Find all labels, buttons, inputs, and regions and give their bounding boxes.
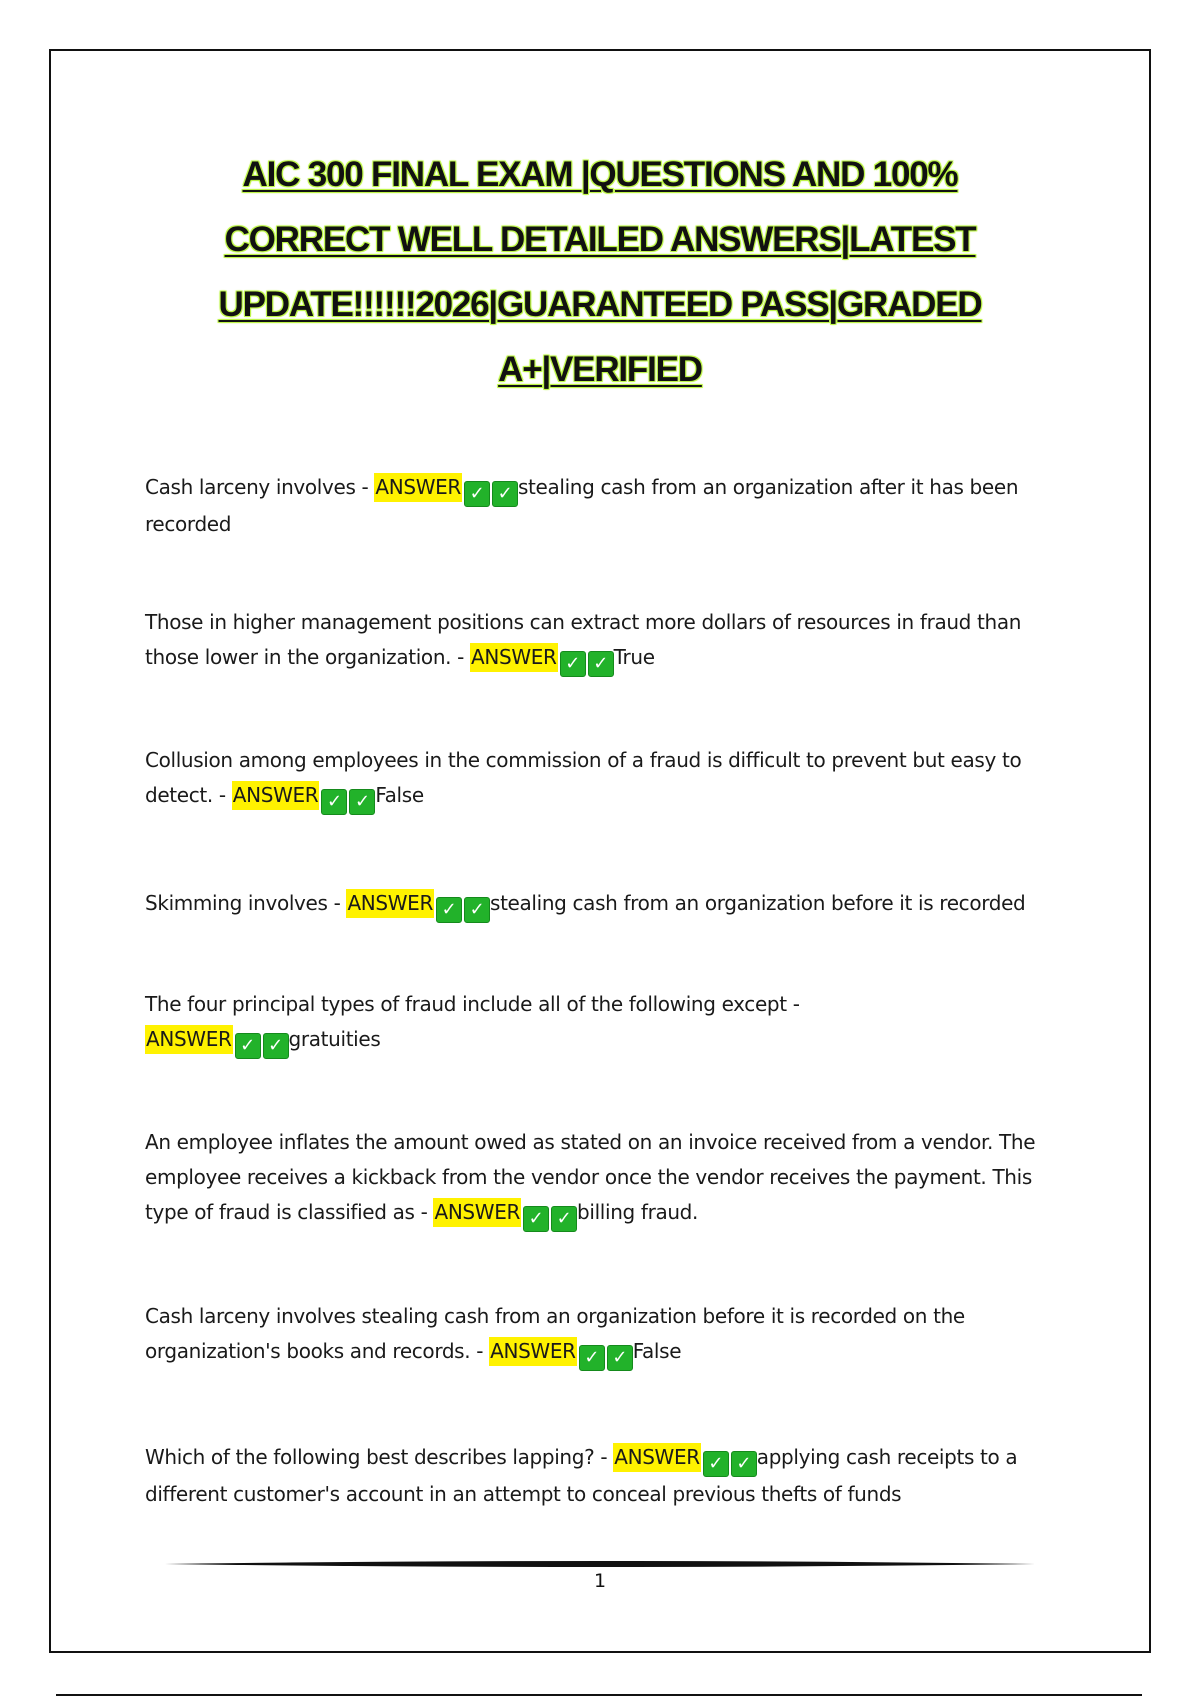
answer-label: ANSWER: [613, 1443, 701, 1472]
question-text: The four principal types of fraud include all of the following except -: [145, 992, 800, 1016]
question-text: An employee inflates the amount owed as stated on an invoice received from a vendor. The employee receives a kickback from the vendor once the vendor receives the payment. This type of fraud is classified as -: [145, 1130, 1036, 1224]
answer-label: ANSWER: [433, 1198, 521, 1227]
green-checkmark-icon: ✓: [235, 1033, 261, 1059]
answer-text: stealing cash from an organization before it is recorded: [490, 891, 1026, 915]
qa-item: [145, 1440, 1060, 1512]
answer-label: ANSWER: [374, 473, 462, 502]
answer-label: ANSWER: [346, 889, 434, 918]
question-text: Cash larceny involves stealing cash from an organization before it is recorded on the organization's books and records. -: [145, 1304, 965, 1363]
green-checkmark-icon: ✓: [436, 897, 462, 923]
question-text: Those in higher management positions can extract more dollars of resources in fraud than those lower in the organization. -: [145, 610, 1022, 669]
green-checkmark-icon: ✓: [703, 1451, 729, 1477]
answer-label: ANSWER: [232, 781, 320, 810]
green-checkmark-icon: ✓: [560, 651, 586, 677]
title-line-4: A+|VERIFIED: [498, 350, 702, 389]
qa-item: [145, 1125, 1060, 1232]
qa-item: [145, 886, 1060, 923]
answer-text: applying cash receipts to a different customer's account in an attempt to conceal previous thefts of funds: [145, 1445, 1018, 1506]
green-checkmark-icon: ✓: [607, 1345, 633, 1371]
green-checkmark-icon: ✓: [588, 651, 614, 677]
question-text: Skimming involves -: [145, 891, 347, 915]
answer-text: False: [632, 1339, 682, 1363]
green-checkmark-icon: ✓: [492, 481, 518, 507]
green-checkmark-icon: ✓: [731, 1451, 757, 1477]
answer-label: ANSWER: [470, 643, 558, 672]
footer-divider: [165, 1560, 1035, 1568]
qa-item: [145, 1299, 1060, 1371]
answer-text: False: [375, 783, 424, 807]
answer-text: True: [613, 645, 655, 669]
qa-item: [145, 987, 1060, 1059]
green-checkmark-icon: ✓: [349, 789, 375, 815]
green-checkmark-icon: ✓: [321, 789, 347, 815]
title-line-1: AIC 300 FINAL EXAM |QUESTIONS AND 100%: [242, 155, 958, 194]
title-line-2: CORRECT WELL DETAILED ANSWERS|LATEST: [224, 220, 976, 259]
bottom-divider: [56, 1694, 1142, 1696]
document-title: [150, 142, 1050, 402]
answer-label: ANSWER: [145, 1025, 233, 1054]
answer-text: stealing cash from an organization after it has been recorded: [145, 475, 1019, 536]
green-checkmark-icon: ✓: [464, 897, 490, 923]
green-checkmark-icon: ✓: [523, 1206, 549, 1232]
qa-item: [145, 470, 1060, 542]
question-text: Cash larceny involves -: [145, 475, 375, 499]
green-checkmark-icon: ✓: [263, 1033, 289, 1059]
green-checkmark-icon: ✓: [464, 481, 490, 507]
answer-text: gratuities: [288, 1027, 381, 1051]
page-number: 1: [593, 1570, 607, 1592]
qa-item: [145, 743, 1060, 815]
qa-item: [145, 605, 1060, 677]
green-checkmark-icon: ✓: [551, 1206, 577, 1232]
answer-label: ANSWER: [489, 1337, 577, 1366]
green-checkmark-icon: ✓: [579, 1345, 605, 1371]
title-line-3: UPDATE!!!!!!2026|GUARANTEED PASS|GRADED: [218, 285, 982, 324]
question-text: Collusion among employees in the commission of a fraud is difficult to prevent but easy to detect. -: [145, 748, 1022, 807]
question-text: Which of the following best describes lapping? -: [145, 1445, 614, 1469]
answer-text: billing fraud.: [577, 1200, 699, 1224]
